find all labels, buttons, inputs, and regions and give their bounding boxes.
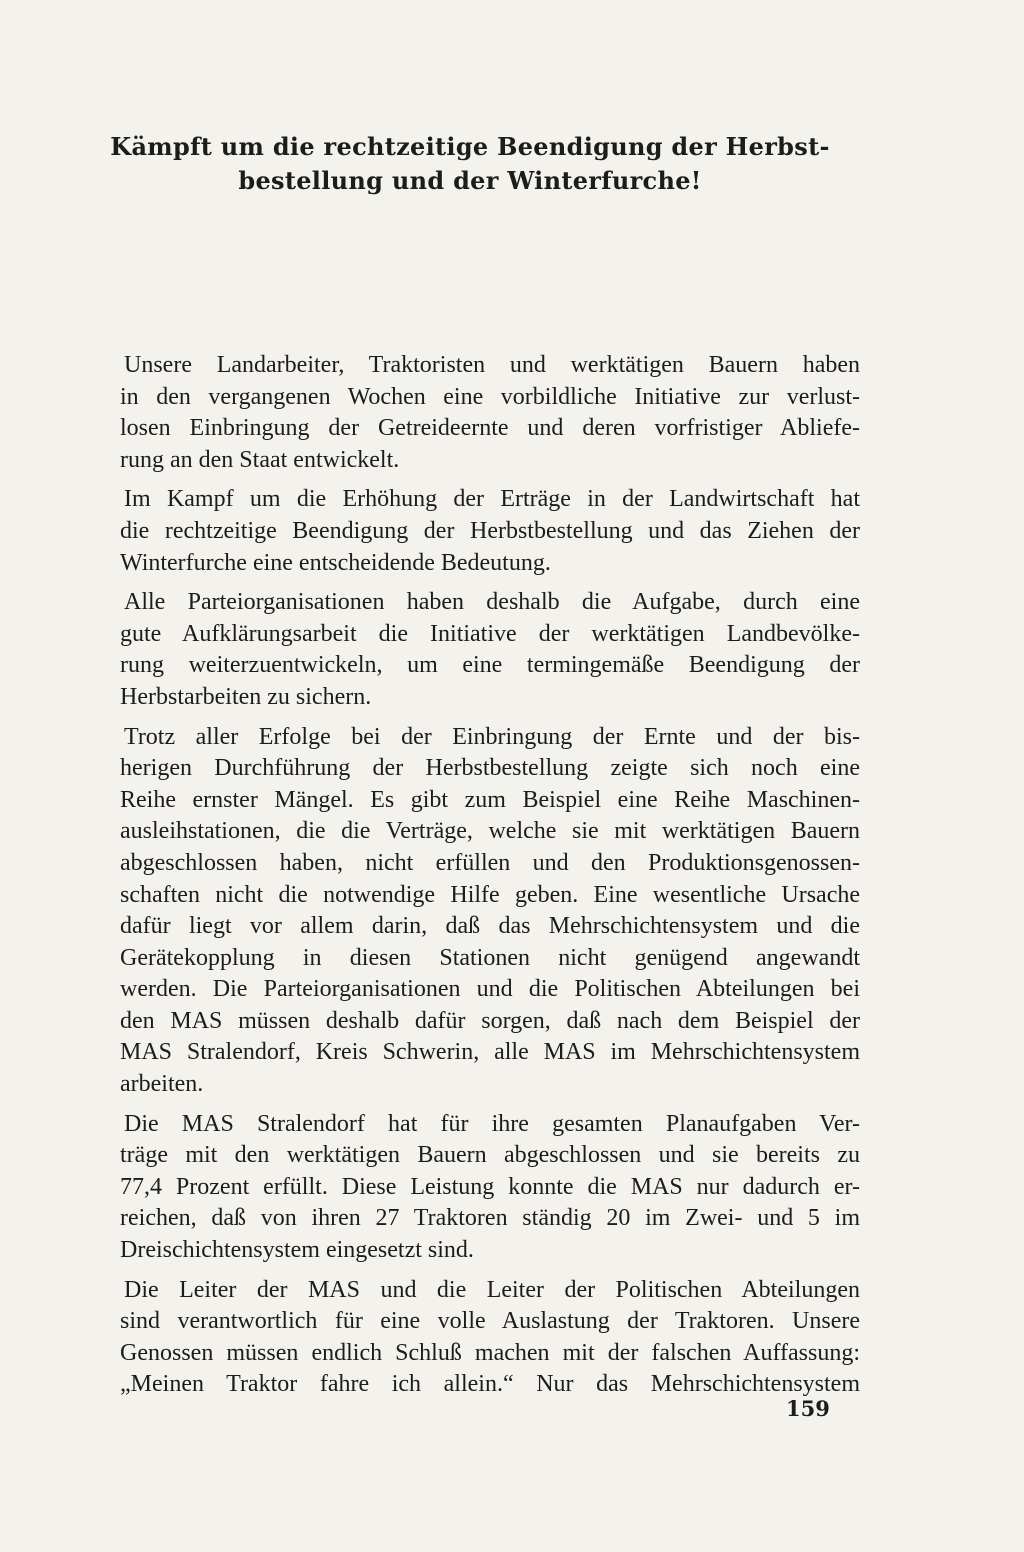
paragraph-6 xyxy=(120,1275,860,1401)
text-line: 77,4 Prozent erfüllt. Diese Leistung konnte die MAS nur dadurch er- xyxy=(120,1173,860,1200)
title-line: Kämpft um die rechtzeitige Beendigung der Herbst- xyxy=(110,132,830,161)
text-line: schaften nicht die notwendige Hilfe geben. Eine wesentliche Ursache xyxy=(120,881,860,908)
text-line: Winterfurche eine entscheidende Bedeutung. xyxy=(120,549,551,576)
text-line: losen Einbringung der Getreideernte und deren vorfristiger Abliefe- xyxy=(120,415,860,442)
text-line: Dreischichtensystem eingesetzt sind. xyxy=(120,1237,474,1264)
text-line: arbeiten. xyxy=(120,1071,204,1098)
paragraph-3 xyxy=(120,587,860,713)
text-line: reichen, daß von ihren 27 Traktoren ständig 20 im Zwei- und 5 im xyxy=(120,1205,860,1232)
paragraph-4 xyxy=(120,722,860,1101)
body-text xyxy=(120,350,860,1409)
text-line: Alle Parteiorganisationen haben deshalb die Aufgabe, durch eine xyxy=(124,589,860,616)
text-line: abgeschlossen haben, nicht erfüllen und den Produktionsgenossen- xyxy=(120,849,860,876)
page-title xyxy=(110,130,830,198)
text-line: in den vergangenen Wochen eine vorbildliche Initiative zur verlust- xyxy=(120,383,860,410)
text-line: Die Leiter der MAS und die Leiter der Politischen Abteilungen xyxy=(124,1276,860,1303)
text-line: ausleihstationen, die die Verträge, welche sie mit werktätigen Bauern xyxy=(120,818,860,845)
text-line: rung weiterzuentwickeln, um eine termingemäße Beendigung der xyxy=(120,652,860,679)
paragraph-1 xyxy=(120,350,860,476)
text-line: Unsere Landarbeiter, Traktoristen und werktätigen Bauern haben xyxy=(124,352,860,378)
text-line: gute Aufklärungsarbeit die Initiative der werktätigen Landbevölke- xyxy=(120,620,860,647)
text-line: rung an den Staat entwickelt. xyxy=(120,446,400,473)
text-line: Die MAS Stralendorf hat für ihre gesamten Planaufgaben Ver- xyxy=(124,1110,860,1137)
text-line: den MAS müssen deshalb dafür sorgen, daß nach dem Beispiel der xyxy=(120,1007,860,1034)
text-line: Herbstarbeiten zu sichern. xyxy=(120,683,372,710)
text-line: Gerätekopplung in diesen Stationen nicht genügend angewandt xyxy=(120,944,860,971)
text-line: Reihe ernster Mängel. Es gibt zum Beispiel eine Reihe Maschinen- xyxy=(120,786,860,813)
text-line: werden. Die Parteiorganisationen und die Politischen Abteilungen bei xyxy=(120,976,860,1003)
text-line: die rechtzeitige Beendigung der Herbstbestellung und das Ziehen der xyxy=(120,517,860,544)
text-line: Genossen müssen endlich Schluß machen mit der falschen Auffassung: xyxy=(120,1339,860,1366)
text-line: „Meinen Traktor fahre ich allein.“ Nur das Mehrschichtensystem xyxy=(120,1371,860,1398)
paragraph-5 xyxy=(120,1109,860,1267)
text-line: MAS Stralendorf, Kreis Schwerin, alle MAS im Mehrschichtensystem xyxy=(120,1039,860,1066)
text-line: träge mit den werktätigen Bauern abgeschlossen und sie bereits zu xyxy=(120,1142,860,1169)
text-line: herigen Durchführung der Herbstbestellung zeigte sich noch eine xyxy=(120,755,860,782)
text-line: sind verantwortlich für eine volle Auslastung der Traktoren. Unsere xyxy=(120,1308,860,1335)
text-line: Im Kampf um die Erhöhung der Erträge in der Landwirtschaft hat xyxy=(124,486,860,513)
paragraph-2 xyxy=(120,484,860,579)
title-line: bestellung und der Winterfurche! xyxy=(238,166,702,195)
text-line: Trotz aller Erfolge bei der Einbringung der Ernte und der bis- xyxy=(124,723,860,750)
page-number: 159 xyxy=(786,1396,830,1421)
text-line: dafür liegt vor allem darin, daß das Mehrschichtensystem und die xyxy=(120,913,860,940)
